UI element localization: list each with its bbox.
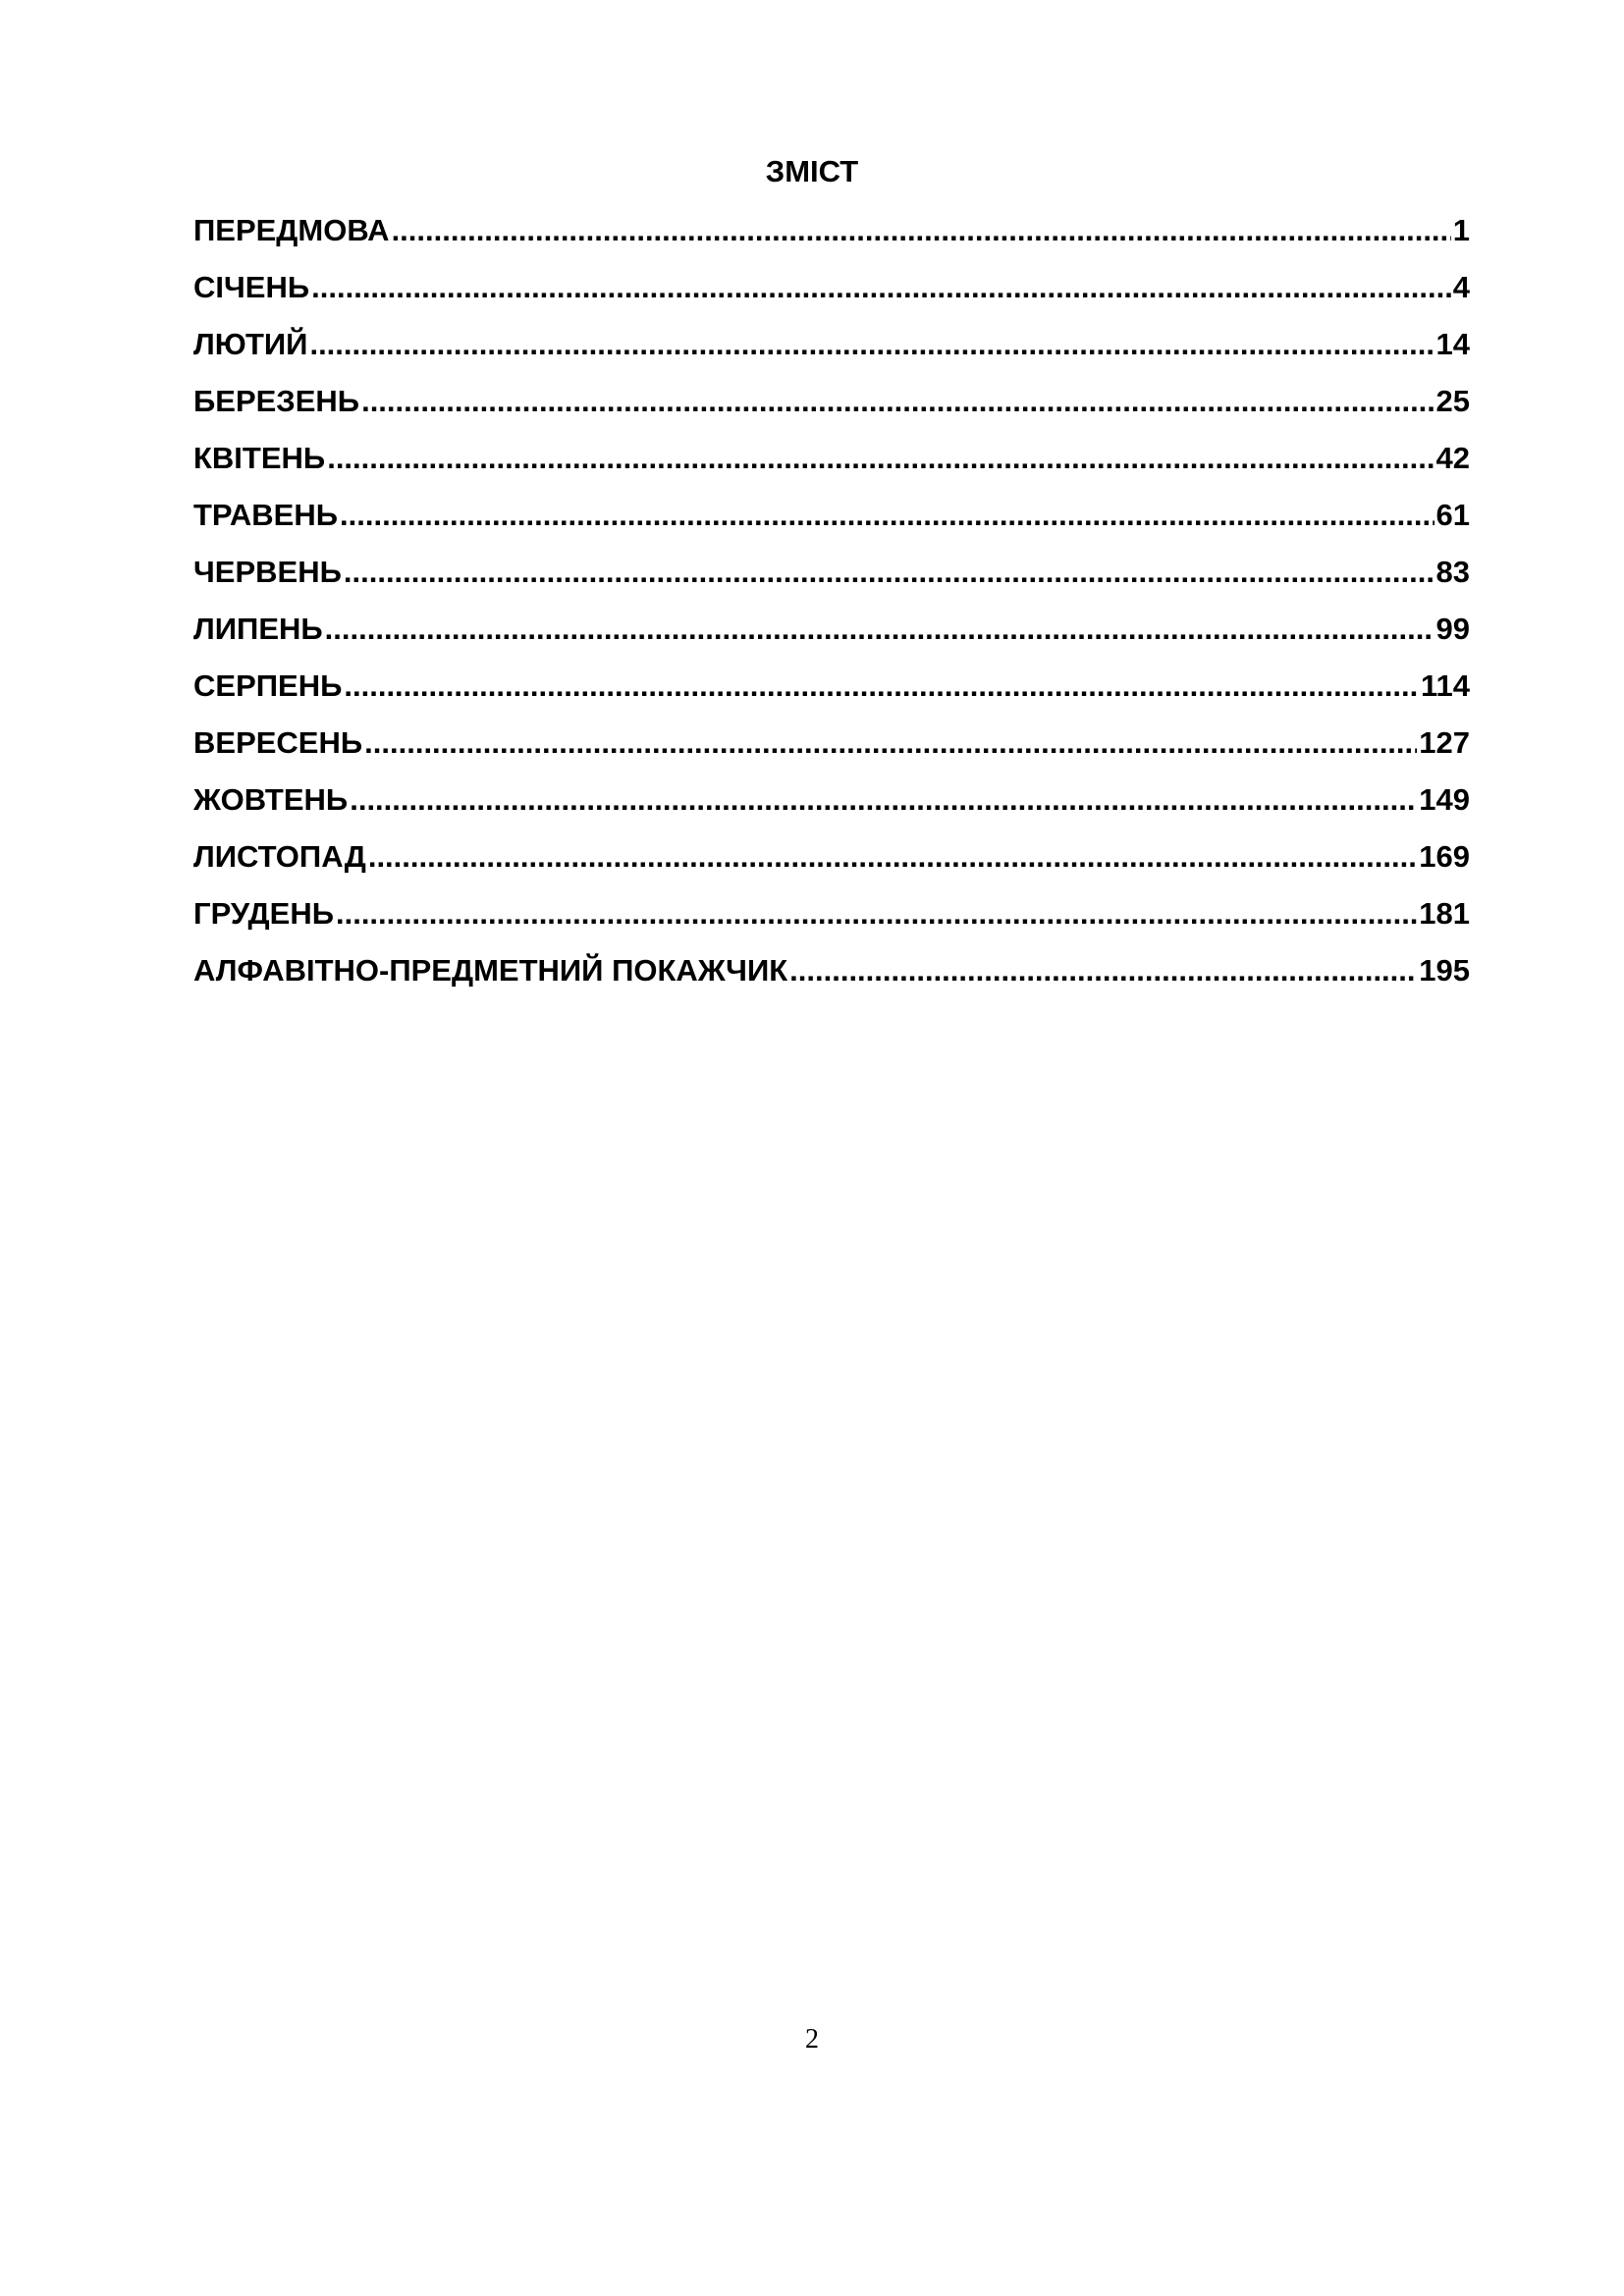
toc-entry-july[interactable] (193, 610, 1470, 667)
toc-entry-label: ЛИСТОПАД (193, 839, 366, 874)
toc-entry-label: ПЕРЕДМОВА (193, 213, 390, 247)
toc-dot-leader (368, 837, 1417, 877)
toc-entry-page: 195 (1419, 953, 1470, 988)
toc-dot-leader (340, 496, 1435, 535)
toc-dot-leader (392, 211, 1451, 250)
toc-dot-leader (350, 780, 1417, 820)
toc-dot-leader (327, 439, 1434, 478)
toc-entry-label: БЕРЕЗЕНЬ (193, 384, 360, 418)
toc-dot-leader (361, 382, 1434, 421)
toc-dot-leader (364, 723, 1417, 763)
toc-dot-leader (325, 610, 1435, 649)
toc-entry-page: 14 (1435, 327, 1470, 361)
toc-entry-page: 25 (1435, 384, 1470, 418)
page-number: 2 (805, 2024, 819, 2055)
toc-entry-page: 4 (1452, 270, 1470, 304)
toc-entry-december[interactable] (193, 894, 1470, 951)
toc-dot-leader (309, 325, 1434, 364)
toc-entry-label: КВІТЕНЬ (193, 441, 326, 475)
toc-dot-leader (344, 553, 1435, 592)
toc-entry-page: 127 (1419, 725, 1470, 760)
toc-entry-page: 169 (1419, 839, 1470, 874)
toc-entry-page: 83 (1435, 555, 1470, 589)
toc-dot-leader (336, 894, 1417, 934)
toc-entry-page: 61 (1435, 498, 1470, 532)
toc-entry-label: СЕРПЕНЬ (193, 668, 343, 703)
toc-entry-page: 99 (1435, 612, 1470, 646)
toc-entry-label: АЛФАВІТНО-ПРЕДМЕТНИЙ ПОКАЖЧИК (193, 953, 788, 988)
toc-entry-february[interactable] (193, 325, 1470, 382)
toc-entry-label: ЛЮТИЙ (193, 327, 308, 361)
toc-entry-page: 1 (1452, 213, 1470, 247)
toc-entry-page: 149 (1419, 782, 1470, 817)
toc-entry-august[interactable] (193, 667, 1470, 723)
toc-entry-label: ТРАВЕНЬ (193, 498, 339, 532)
toc-entry-preface[interactable] (193, 211, 1470, 268)
toc-entry-page: 114 (1420, 668, 1470, 703)
toc-entry-label: ГРУДЕНЬ (193, 896, 334, 931)
toc-entry-page: 42 (1435, 441, 1470, 475)
toc-entry-june[interactable] (193, 553, 1470, 610)
table-of-contents (193, 211, 1470, 1008)
toc-entry-index[interactable] (193, 951, 1470, 1008)
toc-entry-label: ЧЕРВЕНЬ (193, 555, 342, 589)
toc-entry-page: 181 (1419, 896, 1470, 931)
toc-entry-january[interactable] (193, 268, 1470, 325)
toc-entry-label: ЖОВТЕНЬ (193, 782, 349, 817)
toc-entry-september[interactable] (193, 723, 1470, 780)
toc-entry-label: ВЕРЕСЕНЬ (193, 725, 363, 760)
toc-entry-label: СІЧЕНЬ (193, 270, 310, 304)
toc-dot-leader (344, 667, 1419, 706)
toc-title: ЗМІСТ (765, 154, 859, 188)
toc-dot-leader (789, 951, 1417, 990)
toc-entry-november[interactable] (193, 837, 1470, 894)
toc-entry-label: ЛИПЕНЬ (193, 612, 323, 646)
toc-entry-october[interactable] (193, 780, 1470, 837)
toc-dot-leader (311, 268, 1451, 307)
toc-entry-april[interactable] (193, 439, 1470, 496)
toc-entry-may[interactable] (193, 496, 1470, 553)
toc-entry-march[interactable] (193, 382, 1470, 439)
